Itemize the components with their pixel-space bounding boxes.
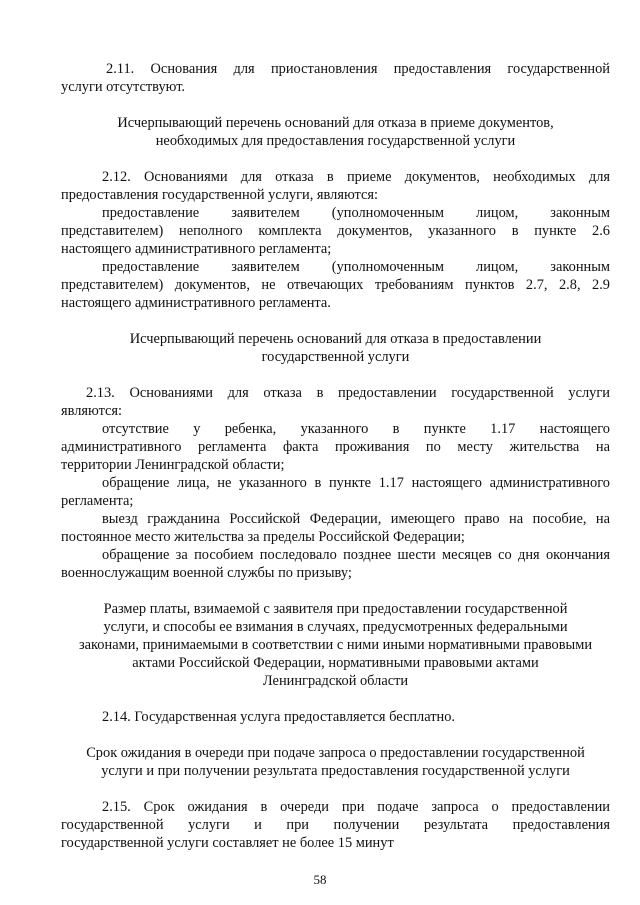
text-line: представителем) документов, не отвечающих требованиям пунктов 2.7, 2.8, 2.9 <box>61 277 610 293</box>
text-line: государственной услуги составляет не более 15 минут <box>61 835 394 851</box>
section-heading: законами, принимаемыми в соответствии с ними иными нормативными правовыми <box>78 637 593 653</box>
text-line: 2.14. Государственная услуга предоставляется бесплатно. <box>102 709 456 725</box>
text-line: обращение за пособием последовало позднее шести месяцев со дня окончания <box>102 547 610 563</box>
section-heading: Срок ожидания в очереди при подаче запроса о предоставлении государственной <box>86 745 585 761</box>
section-heading: государственной услуги <box>261 349 410 365</box>
section-heading: услуги, и способы ее взимания в случаях, предусмотренных федеральными <box>103 619 568 635</box>
text-line: административного регламента факта проживания по месту жительства на <box>61 439 610 455</box>
text-line: настоящего административного регламента. <box>61 295 331 311</box>
text-line: постоянное место жительства за пределы Российской Федерации; <box>61 529 465 545</box>
text-line: государственной услуги и при получении результата предоставления <box>61 817 610 833</box>
text-line: настоящего административного регламента; <box>61 241 332 257</box>
section-heading: актами Российской Федерации, нормативными правовыми актами <box>132 655 539 671</box>
text-line: военнослужащим военной службы по призыву; <box>61 565 352 581</box>
text-line: предоставление заявителем (уполномоченным лицом, законным <box>102 205 610 221</box>
text-line: услуги отсутствуют. <box>61 79 186 95</box>
section-heading: Исчерпывающий перечень оснований для отказа в предоставлении <box>129 331 542 347</box>
text-line: представителем) неполного комплекта документов, указанного в пункте 2.6 <box>61 223 610 239</box>
text-line: 2.15. Срок ожидания в очереди при подаче запроса о предоставлении <box>102 799 610 815</box>
text-line: являются: <box>61 403 123 419</box>
text-line: обращение лица, не указанного в пункте 1.17 настоящего административного <box>102 475 610 491</box>
text-line: регламента; <box>61 493 134 509</box>
section-heading: услуги и при получении результата предоставления государственной услуги <box>101 763 570 779</box>
text-line: отсутствие у ребенка, указанного в пункте 1.17 настоящего <box>102 421 610 437</box>
section-heading: Размер платы, взимаемой с заявителя при предоставлении государственной <box>103 601 568 617</box>
text-line: 2.12. Основаниями для отказа в приеме документов, необходимых для <box>102 169 610 185</box>
text-line: 2.13. Основаниями для отказа в предоставлении государственной услуги <box>86 385 610 401</box>
section-heading: Исчерпывающий перечень оснований для отказа в приеме документов, <box>117 115 554 131</box>
text-line: выезд гражданина Российской Федерации, имеющего право на пособие, на <box>102 511 610 527</box>
text-line: территории Ленинградской области; <box>61 457 285 473</box>
text-line: 2.11. Основания для приостановления предоставления государственной <box>106 61 610 77</box>
text-line: предоставление заявителем (уполномоченным лицом, законным <box>102 259 610 275</box>
text-line: предоставления государственной услуги, являются: <box>61 187 378 203</box>
section-heading: необходимых для предоставления государственной услуги <box>155 133 516 149</box>
page-number: 58 <box>313 872 327 887</box>
section-heading: Ленинградской области <box>262 673 409 689</box>
